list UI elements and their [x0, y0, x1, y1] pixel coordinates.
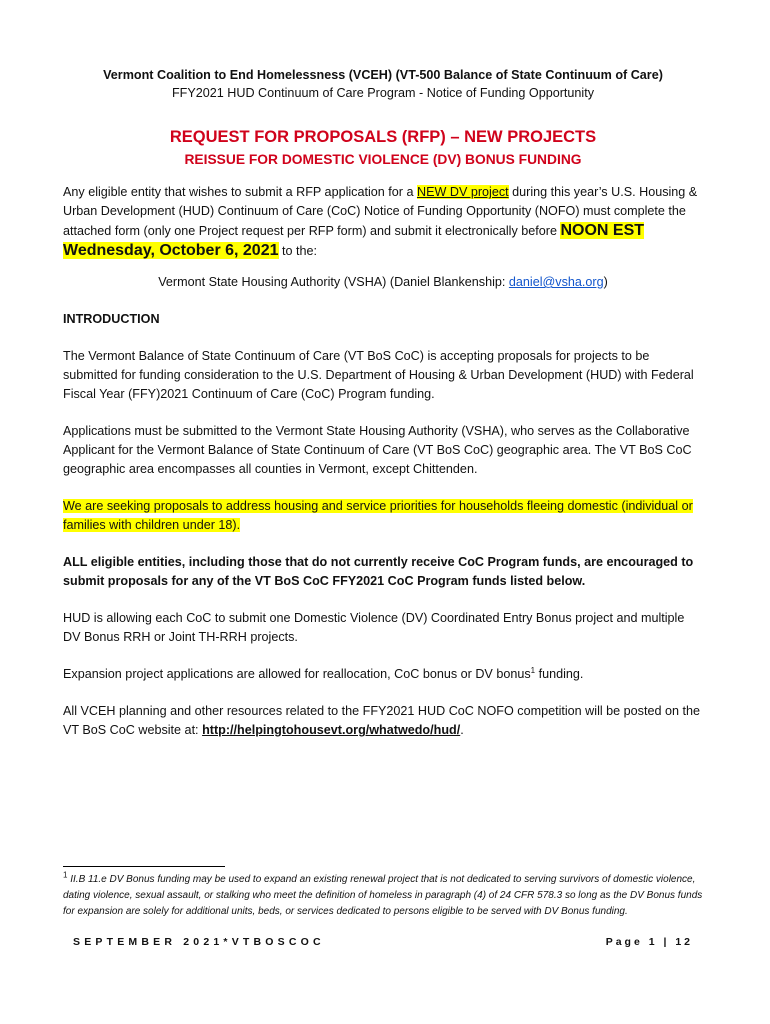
- paragraph-resources: [63, 702, 703, 740]
- new-dv-project-highlight: NEW DV project: [416, 185, 509, 199]
- footnote-divider: [63, 866, 225, 867]
- paragraph-applications: Applications must be submitted to the Vermont State Housing Authority (VSHA), who serves as the Collaborative Applicant for the Vermont Balance of State Continuum of Care (VT BoS CoC) geographic area. The VT BoS CoC geographic area encompasses all counties in Vermont, except Chittenden.: [63, 424, 692, 476]
- document-subtitle: REISSUE FOR DOMESTIC VIOLENCE (DV) BONUS FUNDING: [184, 152, 582, 167]
- priorities-highlight: We are seeking proposals to address housing and service priorities for households fleeing domestic (individual or families with children under 18).: [63, 499, 693, 532]
- expansion-end: funding.: [535, 667, 584, 681]
- document-page: [63, 66, 703, 740]
- header-organization: Vermont Coalition to End Homelessness (VCEH) (VT-500 Balance of State Continuum of Care): [103, 68, 663, 82]
- contact-close: ): [603, 275, 608, 289]
- intro-text-1: Any eligible entity that wishes to submit a RFP application for a: [63, 185, 417, 199]
- page-number: Page 1 | 12: [605, 936, 693, 948]
- footnote: [63, 872, 703, 920]
- paragraph-priorities: [63, 497, 703, 535]
- paragraph-expansion: [63, 665, 703, 684]
- paragraph-hud-allowance: HUD is allowing each CoC to submit one Domestic Violence (DV) Coordinated Entry Bonus project and multiple DV Bonus RRH or Joint TH-RRH projects.: [63, 611, 685, 644]
- resources-end: .: [460, 723, 464, 737]
- section-heading-introduction: INTRODUCTION: [63, 312, 160, 326]
- contact-line: [63, 273, 703, 292]
- contact-email-link[interactable]: daniel@vsha.org: [508, 275, 604, 289]
- contact-text: Vermont State Housing Authority (VSHA) (Daniel Blankenship:: [158, 275, 509, 289]
- expansion-text: Expansion project applications are allowed for reallocation, CoC bonus or DV bonus: [63, 667, 531, 681]
- footnote-marker: 1: [63, 870, 68, 880]
- resources-text: All VCEH planning and other resources related to the FFY2021 HUD CoC NOFO competition will be posted on the VT BoS CoC website at:: [63, 704, 700, 737]
- document-title: REQUEST FOR PROPOSALS (RFP) – NEW PROJECTS: [169, 128, 597, 146]
- deadline-highlight: NOON EST Wednesday, October 6, 2021: [63, 222, 645, 259]
- paragraph-eligibility: ALL eligible entities, including those that do not currently receive CoC Program funds, are encouraged to submit proposals for any of the VT BoS CoC FFY2021 CoC Program funds listed below.: [63, 555, 694, 588]
- website-link[interactable]: http://helpingtohousevt.org/whatwedo/hud/: [202, 723, 461, 737]
- intro-paragraph: [63, 183, 703, 261]
- intro-text-3: to the:: [278, 244, 318, 258]
- footer-date-label: SEPTEMBER 2021*VTBOSCOC: [73, 936, 325, 948]
- paragraph-overview: The Vermont Balance of State Continuum of Care (VT BoS CoC) is accepting proposals for projects to be submitted for funding consideration to the U.S. Department of Housing & Urban Development (HUD) with Federal Fiscal Year (FFY)2021 Continuum of Care (CoC) Program funding.: [63, 349, 694, 401]
- footnote-reference[interactable]: 1: [530, 665, 536, 675]
- intro-text-2: during this year’s U.S. Housing & Urban Development (HUD) Continuum of Care (CoC) Notice of Funding Opportunity (NOFO) must complete the attached form (only one Project request per RFP form) and submit it electronically before: [63, 185, 698, 238]
- header-program: FFY2021 HUD Continuum of Care Program - Notice of Funding Opportunity: [171, 86, 595, 100]
- footnote-text: II.B 11.e DV Bonus funding may be used to expand an existing renewal project that is not dedicated to serving survivors of domestic violence, dating violence, sexual assault, or stalking who meet the definition of homeless in paragraph (4) of 24 CFR 578.3 so long as the DV Bonus funds for expansion are solely for additional units, beds, or services dedicated to persons eligible to be served with DV Bonus funding.: [63, 874, 703, 917]
